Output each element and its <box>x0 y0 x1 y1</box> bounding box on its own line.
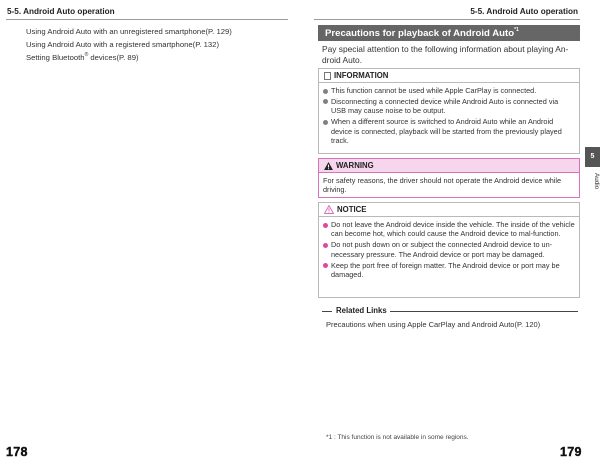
related-links-heading: Related Links <box>336 306 387 315</box>
related-link[interactable]: Precautions when using Apple CarPlay and Android Auto(P. 120) <box>326 320 541 329</box>
notice-header: NOTICE <box>319 203 579 217</box>
link-unregistered-smartphone[interactable]: Using Android Auto with an unregistered smartphone(P. 129) <box>26 27 232 36</box>
information-icon <box>324 72 331 80</box>
notice-box <box>318 202 580 298</box>
information-header: INFORMATION <box>319 69 579 83</box>
notice-triangle-icon <box>324 205 334 214</box>
link-bluetooth-devices[interactable]: Setting Bluetooth® devices(P. 89) <box>26 52 139 62</box>
warning-triangle-icon <box>324 162 333 170</box>
header-rule-right <box>314 19 580 20</box>
header-rule-left <box>6 19 288 20</box>
information-box <box>318 68 580 154</box>
section-title: Precautions for playback of Android Auto$^{*1}$ <box>318 25 580 41</box>
notice-item: Keep the port free of foreign matter. The Android device or port may be damaged. <box>323 261 575 280</box>
header-right: 5-5. Android Auto operation <box>470 7 578 16</box>
link-registered-smartphone[interactable]: Using Android Auto with a registered smartphone(P. 132) <box>26 40 220 49</box>
warning-text: For safety reasons, the driver should not operate the Android device while driving. <box>323 176 562 195</box>
warning-header: WARNING <box>319 159 579 173</box>
information-item: This function cannot be used while Apple CarPlay is connected. <box>323 86 575 95</box>
notice-item: Do not leave the Android device inside the vehicle. The inside of the vehicle can become hot, which could cause the Android device to mal-function. <box>323 220 575 239</box>
information-item: Disconnecting a connected device while Android Auto is connected via USB may cause noise to be output. <box>323 97 575 116</box>
warning-box <box>318 158 580 198</box>
page-number-right: 179 <box>560 445 582 459</box>
related-rule-left <box>322 311 332 312</box>
chapter-tab[interactable]: 5 <box>585 147 600 167</box>
footnote: *1 : This function is not available in some regions. <box>326 434 469 441</box>
notice-item: Do not push down on or subject the connected Android device to un-necessary pressure. The Android device or port may be damaged. <box>323 240 575 259</box>
related-rule-right <box>390 311 578 312</box>
header-left: 5-5. Android Auto operation <box>7 7 115 16</box>
section-intro: Pay special attention to the following information about playing An-droid Auto. <box>322 44 569 65</box>
page-number-left: 178 <box>6 445 28 459</box>
chapter-tab-label: Audio <box>593 173 600 190</box>
information-item: When a different source is switched to Android Auto while an Android device is connected, playback will be started from the previously played track. <box>323 117 575 145</box>
